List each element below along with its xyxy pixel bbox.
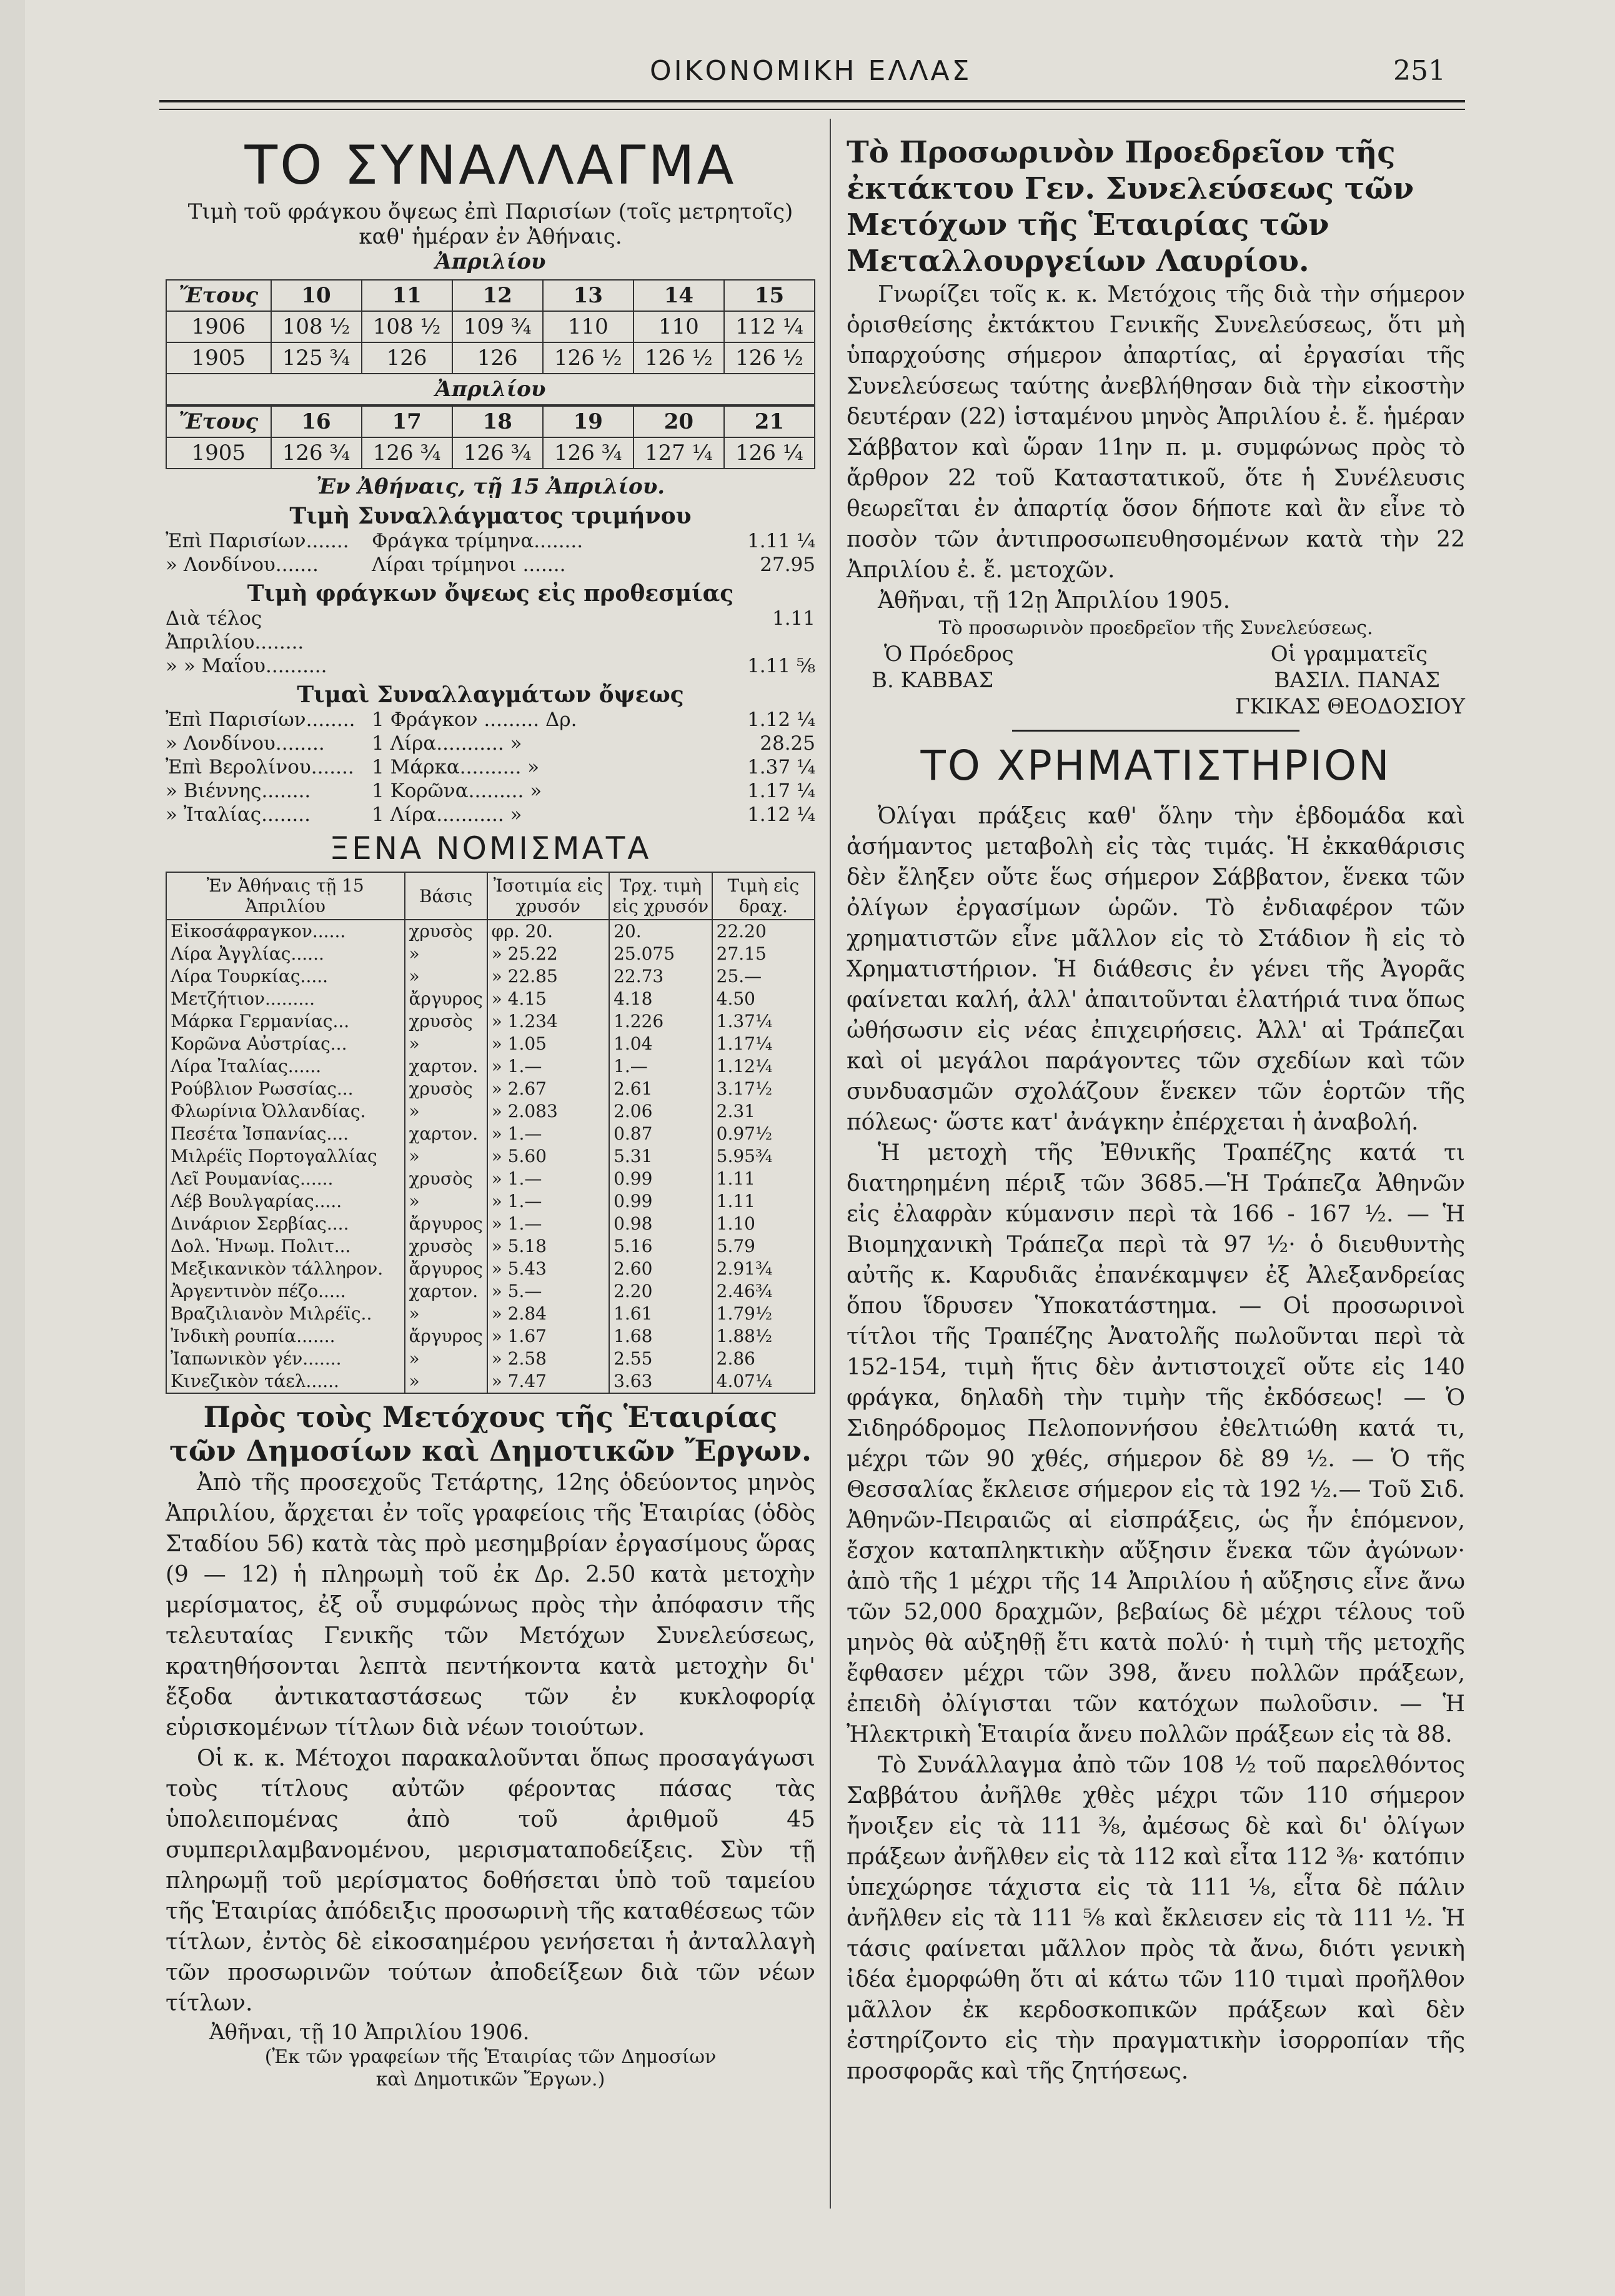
rate-cell: 108 ½ bbox=[271, 311, 362, 342]
parity-cell: » 2.67 bbox=[487, 1078, 609, 1100]
synallagma-title: ΤΟ ΣΥΝΑΛΛΑΓΜΑ bbox=[244, 134, 737, 197]
year-cell: 1905 bbox=[166, 342, 271, 374]
currency-name: Λίρα Ἀγγλίας...... bbox=[166, 943, 405, 965]
right-column bbox=[847, 134, 1465, 2087]
market-price-cell: 2.61 bbox=[609, 1078, 712, 1100]
currency-name: Λίρα Τουρκίας..... bbox=[166, 965, 405, 988]
rate-cell: 126 ¾ bbox=[543, 437, 634, 469]
newspaper-page bbox=[25, 0, 1615, 2296]
table-row bbox=[166, 1078, 815, 1100]
header-rule-thin bbox=[159, 109, 1465, 110]
year-header: Ἔτους bbox=[166, 280, 271, 311]
basis-cell: χρυσὸς bbox=[405, 1010, 487, 1033]
parity-cell: » 5.18 bbox=[487, 1235, 609, 1258]
header-rule bbox=[159, 100, 1465, 102]
bourse-title: ΤΟ ΧΡΗΜΑΤΙΣΤΗΡΙΟΝ bbox=[920, 742, 1391, 790]
day-header: 12 bbox=[452, 280, 543, 311]
basis-cell: » bbox=[405, 943, 487, 965]
basis-cell: » bbox=[405, 1100, 487, 1123]
market-price-cell: 22.73 bbox=[609, 965, 712, 988]
parity-cell: » 2.58 bbox=[487, 1348, 609, 1370]
year-cell: 1905 bbox=[166, 437, 271, 469]
notice-paragraph: Ἀπὸ τῆς προσεχοῦς Τετάρτης, 12ης ὁδεύοντος μηνὸς Ἀπριλίου, ἄρχεται ἐν τοῖς γραφείοις τῆς Ἑταιρίας (ὁδὸς Σταδίου 56) κατὰ τὰς πρὸ μεσημβρίαν ἐργασίμους ὥρας (9 — 12) ἡ πληρωμὴ τοῦ ἐκ Δρ. 2.50 κατὰ μετοχὴν μερίσματος, ἐξ οὗ συμφώνως πρὸς τὴν ἀπόφασιν τῆς τελευταίας Γενικῆς τῶν Μετόχων Συνελεύσεως, κρατηθήσονται λεπτὰ πεντήκοντα κατὰ μετοχὴν δι' ἔξοδα ἀντικαταστάσεως τῶν ἐν κυκλοφορίᾳ εὑρισκομένων τίτλων διὰ νέων τοιούτων. bbox=[166, 1470, 815, 1741]
table-row bbox=[166, 1190, 815, 1213]
notice-from: (Ἐκ τῶν γραφείων τῆς Ἑταιρίας τῶν Δημοσίων bbox=[264, 2046, 717, 2068]
rate-cell: 126 bbox=[362, 342, 452, 374]
table-row bbox=[166, 1370, 815, 1393]
section-divider bbox=[1012, 730, 1299, 732]
market-price-cell: 1.— bbox=[609, 1055, 712, 1078]
currency-name: Μάρκα Γερμανίας... bbox=[166, 1010, 405, 1033]
currency-table bbox=[166, 872, 815, 1394]
basis-cell: » bbox=[405, 1303, 487, 1325]
basis-cell: χρυσὸς bbox=[405, 1168, 487, 1190]
signature-labels bbox=[847, 641, 1465, 667]
currency-name: Μετζήτιον......... bbox=[166, 988, 405, 1010]
drachma-price-cell: 1.37¼ bbox=[712, 1010, 815, 1033]
notice-from: καὶ Δημοτικῶν Ἔργων.) bbox=[375, 2069, 605, 2090]
column-divider bbox=[830, 119, 831, 2209]
parity-cell: » 1.— bbox=[487, 1055, 609, 1078]
rate-cell: 108 ½ bbox=[362, 311, 452, 342]
currency-name: Ἰαπωνικὸν γέν....... bbox=[166, 1348, 405, 1370]
drachma-price-cell: 25.— bbox=[712, 965, 815, 988]
bourse-paragraph: Ἡ μετοχὴ τῆς Ἐθνικῆς Τραπέζης κατά τι διατηρημένη πέριξ τῶν 3685.—Ἡ Τράπεζα Ἀθηνῶν εἰς ἐλαφρὰν κύμανσιν περὶ τὰ 166 - 167 ½. — Ἡ Βιομηχανικὴ Τράπεζα περὶ τὰ 97 ½· ὁ διευθυντὴς αὐτῆς κ. Καρυδιᾶς ἐπανέκαμψεν ἐξ Ἀλεξανδρείας ὅπου ἵδρυσεν Ὑποκατάστημα. — Οἱ προσωρινοὶ τίτλοι τῆς Τραπέζης Ἀνατολῆς πωλοῦνται περὶ τὰ 152-154, τιμὴ ἥτις δὲν ἀντιστοιχεῖ οὔτε εἰς 140 φράγκα, δηλαδὴ τὴν τιμὴν τῆς ἐκδόσεως! — Ὁ Σιδηρόδρομος Πελοποννήσου ἐθελτιώθη κατά τι, μέχρι τῶν 90 χθές, σήμερον δὲ 89 ½. — Ὁ τῆς Θεσσαλίας ἔκλεισε σήμερον εἰς τὰ 192 ½.— Τοῦ Σιδ. Ἀθηνῶν-Πειραιῶς αἱ εἰσπράξεις, ὡς ἦν ἑπόμενον, ἔσχον καταπληκτικὴν αὔξησιν ἕνεκα τῶν ἀγώνων· ἀπὸ τῆς 1 μέχρι τῆς 14 Ἀπριλίου ἡ αὔξησις εἶνε ἄνω τῶν 52,000 δραχμῶν, βεβαίως δὲ μέχρι τέλους τοῦ μηνὸς θὰ αὐξηθῇ ἔτι κατὰ πολύ· ἡ τιμὴ τῆς μετοχῆς ἔφθασεν μέχρι τῶν 398, ἄνευ πολλῶν πράξεων, ἐπειδὴ ὀλίγισται τῶν κατόχων πωλοῦσιν. — Ἡ Ἠλεκτρικὴ Ἑταιρία ἄνευ πολλῶν πράξεων εἰς τὰ 88. bbox=[847, 1140, 1465, 1747]
parity-cell: » 5.60 bbox=[487, 1145, 609, 1168]
drachma-price-cell: 27.15 bbox=[712, 943, 815, 965]
basis-cell: ἄργυρος bbox=[405, 1258, 487, 1280]
table-row bbox=[166, 1303, 815, 1325]
basis-cell: » bbox=[405, 1370, 487, 1393]
parity-cell: » 1.234 bbox=[487, 1010, 609, 1033]
notice-title: Πρὸς τοὺς Μετόχους τῆς Ἑταιρίας τῶν Δημοσίων καὶ Δημοτικῶν Ἔργων. bbox=[169, 1400, 812, 1468]
market-price-cell: 5.16 bbox=[609, 1235, 712, 1258]
drachma-price-cell: 1.12¼ bbox=[712, 1055, 815, 1078]
rate-cell: 126 ¼ bbox=[724, 437, 815, 469]
currency-name: Βραζιλιανὸν Μιλρέϊς.. bbox=[166, 1303, 405, 1325]
day-header: 20 bbox=[634, 406, 724, 437]
lavrion-notice-body: Γνωρίζει τοῖς κ. κ. Μετόχοις τῆς διὰ τὴν σήμερον ὁρισθείσης ἐκτάκτου Γενικῆς Συνελεύσεως, ὅτι μὴ ὑπαρχούσης σήμερον ἀπαρτίας, αἱ ἐργασίαι τῆς Συνελεύσεως ταύτης ἀνεβλήθησαν διὰ τὴν εἰκοστὴν δευτέραν (22) ἱσταμένου μηνὸς Ἀπριλίου ἐ. ἔ. ἡμέραν Σάββατον καὶ ὥραν 11ην π. μ. συμφώνως πρὸς τὸ ἄρθρον 22 τοῦ Καταστατικοῦ, ὅτε ἡ Συνέλευσις θεωρεῖται ἐν ἀπαρτίᾳ ὅσον δήποτε καὶ ἂν εἶνε τὸ ποσὸν τῶν ἀντιπροσωπευθησομένων κατὰ τὴν 22 Ἀπριλίου ἐ. ἔ. μετοχῶν. bbox=[847, 282, 1465, 583]
secretary-name: ΓΚΙΚΑΣ ΘΕΟΔΟΣΙΟΥ bbox=[1235, 694, 1465, 719]
table-row bbox=[166, 965, 815, 988]
parity-cell: » 1.— bbox=[487, 1213, 609, 1235]
basis-cell: » bbox=[405, 965, 487, 988]
list-item: Διὰ τέλος Ἀπριλίου........ 1.11 bbox=[166, 607, 815, 654]
drachma-price-cell: 5.79 bbox=[712, 1235, 815, 1258]
table-row bbox=[166, 1055, 815, 1078]
basis-cell: χρυσὸς bbox=[405, 1078, 487, 1100]
president-label: Ὁ Πρόεδρος bbox=[884, 642, 1014, 667]
market-price-cell: 1.68 bbox=[609, 1325, 712, 1348]
place-date: Ἐν Ἀθήναις, τῇ 15 Ἀπριλίου. bbox=[316, 474, 665, 499]
parity-cell: » 7.47 bbox=[487, 1370, 609, 1393]
parity-cell: » 4.15 bbox=[487, 988, 609, 1010]
currency-name: Μεξικανικὸν τάλληρον. bbox=[166, 1258, 405, 1280]
xena-title: ΞΕΝΑ ΝΟΜΙΣΜΑΤΑ bbox=[329, 830, 652, 867]
market-price-cell: 2.06 bbox=[609, 1100, 712, 1123]
rates-table-2 bbox=[166, 405, 815, 469]
day-header: 14 bbox=[634, 280, 724, 311]
table-row bbox=[166, 1280, 815, 1303]
currency-name: Κορῶνα Αὐστρίας... bbox=[166, 1033, 405, 1055]
basis-cell: χρυσὸς bbox=[405, 920, 487, 943]
market-price-cell: 1.04 bbox=[609, 1033, 712, 1055]
day-header: 15 bbox=[724, 280, 815, 311]
currency-name: Λεῖ Ρουμανίας...... bbox=[166, 1168, 405, 1190]
currency-name: Μιλρέϊς Πορτογαλλίας bbox=[166, 1145, 405, 1168]
president-name: Β. ΚΑΒΒΑΣ bbox=[872, 668, 994, 693]
lavrion-notice-date: Ἀθῆναι, τῇ 12ῃ Ἀπριλίου 1905. bbox=[878, 588, 1231, 614]
list-item: » » Μαΐου.......... 1.11 ⅝ bbox=[166, 655, 815, 677]
day-header: 18 bbox=[452, 406, 543, 437]
list-item: » Ἰταλίας........ 1 Λίρα........... » 1.12 ¼ bbox=[166, 803, 815, 826]
table-row bbox=[166, 1348, 815, 1370]
list-item: » Λονδίνου........ 1 Λίρα........... » 28.25 bbox=[166, 732, 815, 755]
year-header: Ἔτους bbox=[166, 406, 271, 437]
currency-name: Δολ. Ἡνωμ. Πολιτ... bbox=[166, 1235, 405, 1258]
parity-cell: » 5.— bbox=[487, 1280, 609, 1303]
currency-name: Δινάριον Σερβίας.... bbox=[166, 1213, 405, 1235]
parity-cell: » 5.43 bbox=[487, 1258, 609, 1280]
currency-name: Ἀργεντινὸν πέζο..... bbox=[166, 1280, 405, 1303]
drachma-price-cell: 1.17¼ bbox=[712, 1033, 815, 1055]
month-label-1: Ἀπριλίου bbox=[435, 249, 546, 274]
lavrion-notice-from: Τὸ προσωρινὸν προεδρεῖον τῆς Συνελεύσεως. bbox=[938, 617, 1373, 639]
market-price-cell: 0.99 bbox=[609, 1168, 712, 1190]
table-row bbox=[166, 1123, 815, 1145]
parity-cell: » 1.— bbox=[487, 1168, 609, 1190]
rate-cell: 110 bbox=[634, 311, 724, 342]
table-row bbox=[166, 1010, 815, 1033]
synallagma-subtitle: Τιμὴ τοῦ φράγκου ὄψεως ἐπὶ Παρισίων (τοῖς μετρητοῖς) καθ' ἡμέραν ἐν Ἀθήναις. bbox=[187, 199, 793, 249]
drachma-price-cell: 2.46¾ bbox=[712, 1280, 815, 1303]
day-header: 21 bbox=[724, 406, 815, 437]
day-header: 13 bbox=[543, 280, 634, 311]
col-header: Ἐν Ἀθήναις τῇ 15 Ἀπριλίου bbox=[166, 872, 405, 920]
drachma-price-cell: 0.97½ bbox=[712, 1123, 815, 1145]
section-heading: Τιμὴ Συναλλάγματος τριμήνου bbox=[289, 503, 692, 529]
secretaries-label: Οἱ γραμματεῖς bbox=[1270, 642, 1428, 667]
rate-cell: 126 ½ bbox=[634, 342, 724, 374]
table-row bbox=[166, 1145, 815, 1168]
drachma-price-cell: 1.10 bbox=[712, 1213, 815, 1235]
market-price-cell: 2.20 bbox=[609, 1280, 712, 1303]
lavrion-notice-title: Τὸ Προσωρινὸν Προεδρεῖον τῆς ἐκτάκτου Γεν. Συνελεύσεως τῶν Μετόχων τῆς Ἑταιρίας τῶν Μεταλλουργείων Λαυρίου. bbox=[847, 135, 1414, 279]
parity-cell: » 1.— bbox=[487, 1123, 609, 1145]
basis-cell: » bbox=[405, 1348, 487, 1370]
currency-name: Ρούβλιον Ρωσσίας... bbox=[166, 1078, 405, 1100]
col-header: Τιμὴ εἰς δραχ. bbox=[712, 872, 815, 920]
market-price-cell: 0.87 bbox=[609, 1123, 712, 1145]
bourse-paragraph: Τὸ Συνάλλαγμα ἀπὸ τῶν 108 ½ τοῦ παρελθόντος Σαββάτου ἀνῆλθε χθὲς μέχρι τῶν 110 σήμερον ἤνοιξεν εἰς τὰ 111 ⅜, ἀμέσως δὲ καὶ δι' ὀλίγων πράξεων ἀνῆλθεν εἰς τὰ 112 καὶ εἶτα 112 ⅜· κατόπιν ὑπεχώρησε τάχιστα εἰς τὰ 111 ⅛, εἶτα δὲ πάλιν ἀνῆλθεν εἰς τὰ 111 ⅝ καὶ ἔκλεισεν εἰς τὰ 111 ½. Ἡ τάσις φαίνεται μᾶλλον πρὸς τὰ ἄνω, διότι γενικὴ ἰδέα ἐμορφώθη ὅτι αἱ κάτω τῶν 110 τιμαὶ προῆλθον μᾶλλον ἐκ κερδοσκοπικῶν πράξεων καὶ δὲν ἐστηρίζοντο εἰς τὴν πραγματικὴν ἰσορροπίαν τῆς προσφορᾶς καὶ τῆς ζητήσεως. bbox=[847, 1752, 1465, 2084]
currency-name: Κινεζικὸν τάελ...... bbox=[166, 1370, 405, 1393]
drachma-price-cell: 3.17½ bbox=[712, 1078, 815, 1100]
list-item: Ἐπὶ Παρισίων........ 1 Φράγκον ......... Δρ. 1.12 ¼ bbox=[166, 708, 815, 731]
market-price-cell: 25.075 bbox=[609, 943, 712, 965]
col-header: Βάσις bbox=[405, 872, 487, 920]
bourse-paragraph: Ὀλίγαι πράξεις καθ' ὅλην τὴν ἑβδομάδα καὶ ἀσήμαντος μεταβολὴ εἰς τὰς τιμάς. Ἡ ἐκκαθάρισις δὲν ἔληξεν οὔτε ἕως σήμερον Σάββατον, ἕνεκα τῶν ὀλίγων ἐργασίμων ὡρῶν. Τὸ ἐνδιαφέρον τῶν χρηματιστῶν εἶνε μᾶλλον εἰς τὸ Στάδιον ἢ εἰς τὸ Χρηματιστήριον. Ἡ διάθεσις ἐν γένει τῆς Ἀγορᾶς φαίνεται καλή, ἀλλ' ἀπαιτοῦνται ἐλατήριά τινα ὅπως ὠθήσωσιν εἰς νέας ἐπιχειρήσεις. Ἀλλ' αἱ Τράπεζαι καὶ οἱ μεγάλοι παράγοντες τῶν σχεδίων καὶ τῶν συνδυασμῶν σχολάζουν ἕνεκεν τῶν ἑορτῶν τῆς πόλεως· ὥστε κατ' ἀνάγκην ἐπέρχεται ἡ ἀναβολή. bbox=[847, 803, 1465, 1135]
basis-cell: χαρτον. bbox=[405, 1123, 487, 1145]
notice-date: Ἀθῆναι, τῇ 10 Ἀπριλίου 1906. bbox=[209, 2020, 530, 2045]
drachma-price-cell: 2.86 bbox=[712, 1348, 815, 1370]
list-item: Ἐπὶ Παρισίων....... Φράγκα τρίμηνα........ 1.11 ¼ bbox=[166, 530, 815, 552]
parity-cell: » 1.67 bbox=[487, 1325, 609, 1348]
basis-cell: χρυσὸς bbox=[405, 1235, 487, 1258]
currency-name: Εἰκοσάφραγκον...... bbox=[166, 920, 405, 943]
market-price-cell: 0.99 bbox=[609, 1190, 712, 1213]
parity-cell: » 2.083 bbox=[487, 1100, 609, 1123]
parity-cell: » 22.85 bbox=[487, 965, 609, 988]
rate-cell: 127 ¼ bbox=[634, 437, 724, 469]
rate-cell: 125 ¾ bbox=[271, 342, 362, 374]
basis-cell: ἄργυρος bbox=[405, 1213, 487, 1235]
market-price-cell: 0.98 bbox=[609, 1213, 712, 1235]
table-row bbox=[166, 1325, 815, 1348]
basis-cell: ἄργυρος bbox=[405, 988, 487, 1010]
day-header: 11 bbox=[362, 280, 452, 311]
table-row bbox=[166, 1213, 815, 1235]
basis-cell: » bbox=[405, 1145, 487, 1168]
page-number: 251 bbox=[1393, 55, 1446, 87]
currency-name: Λίρα Ἰταλίας...... bbox=[166, 1055, 405, 1078]
rate-cell: 112 ¼ bbox=[724, 311, 815, 342]
parity-cell: φρ. 20. bbox=[487, 920, 609, 943]
market-price-cell: 1.61 bbox=[609, 1303, 712, 1325]
drachma-price-cell: 1.88½ bbox=[712, 1325, 815, 1348]
market-price-cell: 5.31 bbox=[609, 1145, 712, 1168]
drachma-price-cell: 2.31 bbox=[712, 1100, 815, 1123]
parity-cell: » 1.— bbox=[487, 1190, 609, 1213]
rate-cell: 109 ¾ bbox=[452, 311, 543, 342]
table-row bbox=[166, 988, 815, 1010]
rates-table-1 bbox=[166, 279, 815, 374]
table-row bbox=[166, 311, 815, 342]
rate-cell: 110 bbox=[543, 311, 634, 342]
running-header: ΟΙΚΟΝΟΜΙΚΗ ΕΛΛΑΣ bbox=[650, 55, 972, 87]
table-row bbox=[166, 1235, 815, 1258]
table-row bbox=[166, 1033, 815, 1055]
notice-paragraph: Οἱ κ. κ. Μέτοχοι παρακαλοῦνται ὅπως προσαγάγωσι τοὺς τίτλους αὐτῶν φέροντας πάσας τὰς ὑπολειπομένας ἀπὸ τοῦ ἀριθμοῦ 45 συμπεριλαμβανομένου, μερισματαποδείξεις. Σὺν τῇ πληρωμῇ τοῦ μερίσματος δοθήσεται ὑπὸ τοῦ ταμείου τῆς Ἑταιρίας ἀπόδειξις προσωρινὴ τῆς καταθέσεως τῶν τίτλων, ἐντὸς δὲ εἰκοσαημέρου γενήσεται ἡ ἀνταλλαγὴ τῶν προσωρινῶν τούτων ἀποδείξεων διὰ τῶν νέων τίτλων. bbox=[166, 1746, 815, 2016]
secretary-name: ΒΑΣΙΛ. ΠΑΝΑΣ bbox=[1274, 668, 1440, 693]
left-column bbox=[166, 134, 815, 2091]
table-row bbox=[166, 1258, 815, 1280]
table-row bbox=[166, 1100, 815, 1123]
drachma-price-cell: 5.95¾ bbox=[712, 1145, 815, 1168]
drachma-price-cell: 22.20 bbox=[712, 920, 815, 943]
parity-cell: » 25.22 bbox=[487, 943, 609, 965]
market-price-cell: 3.63 bbox=[609, 1370, 712, 1393]
basis-cell: χαρτον. bbox=[405, 1280, 487, 1303]
rate-cell: 126 bbox=[452, 342, 543, 374]
drachma-price-cell: 1.79½ bbox=[712, 1303, 815, 1325]
list-item: » Λονδίνου....... Λίραι τρίμηνοι ....... 27.95 bbox=[166, 554, 815, 576]
table-row bbox=[166, 943, 815, 965]
day-header: 16 bbox=[271, 406, 362, 437]
currency-name: Πεσέτα Ἰσπανίας.... bbox=[166, 1123, 405, 1145]
rate-cell: 126 ¾ bbox=[362, 437, 452, 469]
drachma-price-cell: 4.50 bbox=[712, 988, 815, 1010]
currency-name: Φλωρίνια Ὀλλανδίας. bbox=[166, 1100, 405, 1123]
month-label-2: Ἀπριλίου bbox=[166, 374, 815, 405]
basis-cell: » bbox=[405, 1033, 487, 1055]
col-header: Ἰσοτιμία εἰς χρυσόν bbox=[487, 872, 609, 920]
col-header: Τρχ. τιμὴ εἰς χρυσόν bbox=[609, 872, 712, 920]
market-price-cell: 1.226 bbox=[609, 1010, 712, 1033]
year-cell: 1906 bbox=[166, 311, 271, 342]
currency-name: Λέβ Βουλγαρίας..... bbox=[166, 1190, 405, 1213]
day-header: 17 bbox=[362, 406, 452, 437]
rate-cell: 126 ¾ bbox=[271, 437, 362, 469]
market-price-cell: 4.18 bbox=[609, 988, 712, 1010]
signature-names-2 bbox=[847, 693, 1465, 720]
drachma-price-cell: 2.91¾ bbox=[712, 1258, 815, 1280]
list-item: » Βιέννης........ 1 Κορῶνα......... » 1.17 ¼ bbox=[166, 780, 815, 802]
table-row bbox=[166, 920, 815, 943]
currency-name: Ἰνδικὴ ρουπία....... bbox=[166, 1325, 405, 1348]
basis-cell: χαρτον. bbox=[405, 1055, 487, 1078]
parity-cell: » 1.05 bbox=[487, 1033, 609, 1055]
rate-cell: 126 ½ bbox=[543, 342, 634, 374]
market-price-cell: 20. bbox=[609, 920, 712, 943]
market-price-cell: 2.55 bbox=[609, 1348, 712, 1370]
basis-cell: ἄργυρος bbox=[405, 1325, 487, 1348]
day-header: 10 bbox=[271, 280, 362, 311]
section-heading: Τιμαὶ Συναλλαγμάτων ὄψεως bbox=[297, 682, 684, 708]
drachma-price-cell: 1.11 bbox=[712, 1190, 815, 1213]
signature-names bbox=[847, 667, 1465, 693]
table-row bbox=[166, 437, 815, 469]
market-price-cell: 2.60 bbox=[609, 1258, 712, 1280]
rate-cell: 126 ¾ bbox=[452, 437, 543, 469]
drachma-price-cell: 1.11 bbox=[712, 1168, 815, 1190]
day-header: 19 bbox=[543, 406, 634, 437]
basis-cell: » bbox=[405, 1190, 487, 1213]
list-item: Ἐπὶ Βερολίνου....... 1 Μάρκα.......... » 1.37 ¼ bbox=[166, 756, 815, 778]
table-row bbox=[166, 1168, 815, 1190]
table-row bbox=[166, 342, 815, 374]
section-heading: Τιμὴ φράγκων ὄψεως εἰς προθεσμίας bbox=[247, 580, 734, 607]
parity-cell: » 2.84 bbox=[487, 1303, 609, 1325]
rate-cell: 126 ½ bbox=[724, 342, 815, 374]
drachma-price-cell: 4.07¼ bbox=[712, 1370, 815, 1393]
